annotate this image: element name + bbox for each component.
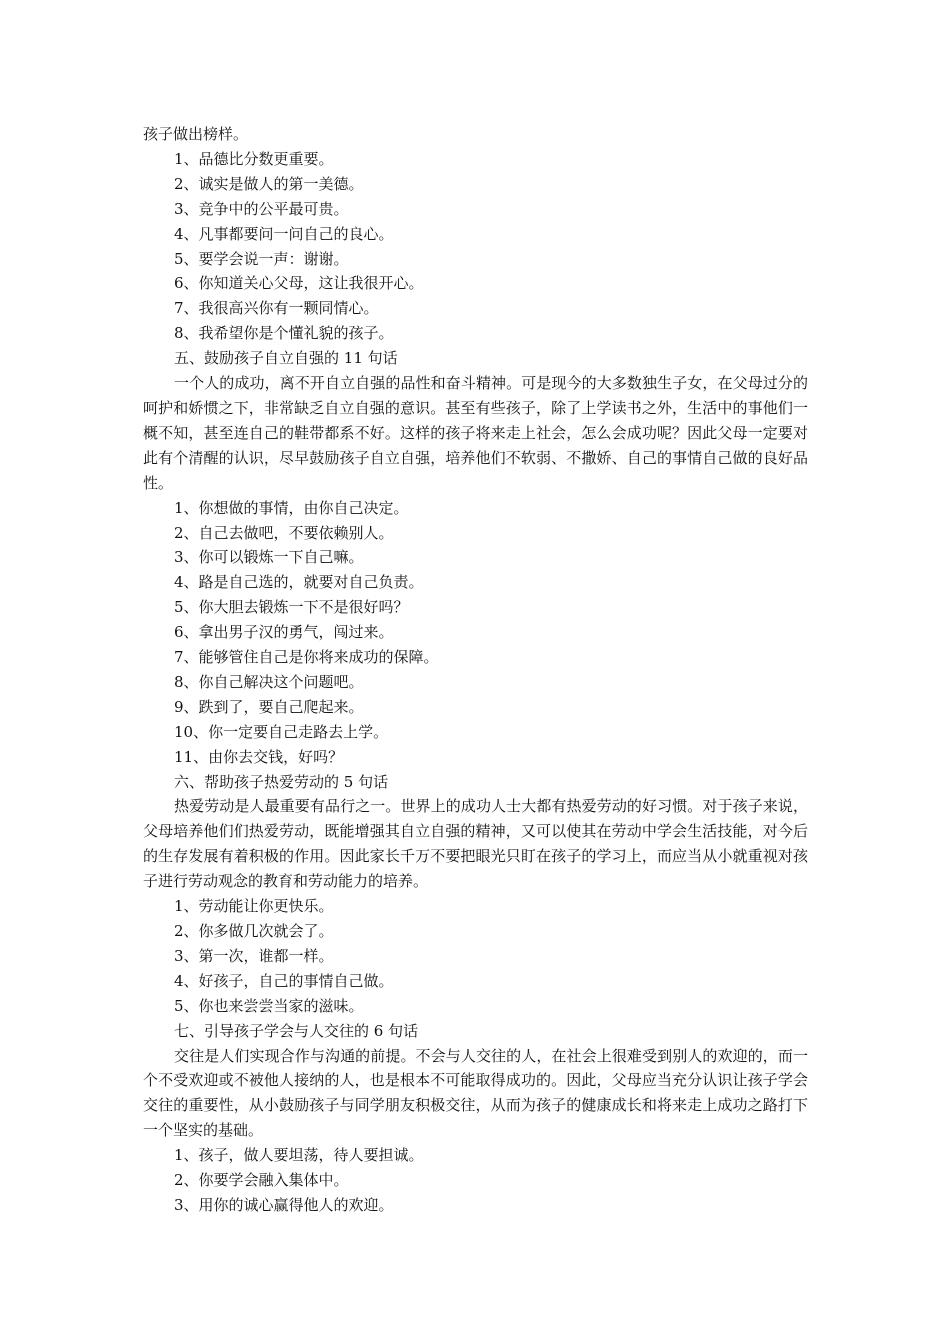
list-item: 9、跌到了，要自己爬起来。 — [174, 697, 364, 716]
section-heading: 五、鼓励孩子自立自强的 11 句话 — [174, 349, 398, 368]
list-item: 5、你大胆去锻炼一下不是很好吗？ — [174, 598, 409, 617]
paragraph: 交往是人们实现合作与沟通的前提。不会与人交往的人，在社会上很难受到别人的欢迎的，而一个不受欢迎或不被他人接纳的人，也是根本不可能取得成功的。因此，父母应当充分认识让孩子学会交往的重要性，从小鼓励孩子与同学朋友积极交往，从而为孩子的健康成长和将来走上成功之路打下一个坚实的基础。 — [143, 1046, 808, 1140]
list-item: 4、好孩子，自己的事情自己做。 — [174, 971, 394, 990]
list-item: 6、你知道关心父母，这让我很开心。 — [174, 274, 424, 293]
list-item: 5、你也来尝尝当家的滋味。 — [174, 996, 364, 1015]
paragraph: 一个人的成功，离不开自立自强的品性和奋斗精神。可是现今的大多数独生子女，在父母过分的呵护和娇惯之下，非常缺乏自立自强的意识。甚至有些孩子，除了上学读书之外，生活中的事他们一概不知，甚至连自己的鞋带都系不好。这样的孩子将来走上社会，怎么会成功呢？因此父母一定要对此有个清醒的认识，尽早鼓励孩子自立自强，培养他们不软弱、不撒娇、自己的事情自己做的良好品性。 — [143, 374, 808, 492]
section-heading: 七、引导孩子学会与人交往的 6 句话 — [174, 1021, 419, 1040]
list-item: 3、第一次，谁都一样。 — [174, 946, 334, 965]
section-heading: 六、帮助孩子热爱劳动的 5 句话 — [174, 772, 389, 791]
list-item: 1、孩子，做人要坦荡，待人要担诚。 — [174, 1146, 424, 1165]
list-item: 4、凡事都要问一问自己的良心。 — [174, 224, 394, 243]
list-item: 10、你一定要自己走路去上学。 — [174, 722, 389, 741]
list-item: 3、用你的诚心赢得他人的欢迎。 — [174, 1195, 394, 1214]
list-item: 1、品德比分数更重要。 — [174, 149, 334, 168]
list-item: 7、能够管住自己是你将来成功的保障。 — [174, 648, 439, 667]
list-item: 2、你要学会融入集体中。 — [174, 1171, 349, 1190]
list-item: 5、要学会说一声：谢谢。 — [174, 249, 349, 268]
list-item: 3、你可以锻炼一下自己嘛。 — [174, 548, 364, 567]
document-page — [143, 122, 808, 1218]
list-item: 3、竞争中的公平最可贵。 — [174, 199, 349, 218]
list-item: 8、你自己解决这个问题吧。 — [174, 672, 364, 691]
list-item: 1、你想做的事情，由你自己决定。 — [174, 498, 409, 517]
list-item: 11、由你去交钱，好吗？ — [174, 747, 344, 766]
list-item: 2、诚实是做人的第一美德。 — [174, 174, 364, 193]
list-item: 8、我希望你是个懂礼貌的孩子。 — [174, 324, 394, 343]
list-item: 2、自己去做吧，不要依赖别人。 — [174, 523, 394, 542]
list-item: 1、劳动能让你更快乐。 — [174, 897, 334, 916]
list-item: 4、路是自己选的，就要对自己负责。 — [174, 573, 424, 592]
list-item: 2、你多做几次就会了。 — [174, 922, 334, 940]
paragraph: 热爱劳动是人最重要有品行之一。世界上的成功人士大都有热爱劳动的好习惯。对于孩子来说，父母培养他们们热爱劳动，既能增强其自立自强的精神，又可以使其在劳动中学会生活技能，对今后的生存发展有着积极的作用。因此家长千万不要把眼光只盯在孩子的学习上，而应当从小就重视对孩子进行劳动观念的教育和劳动能力的培养。 — [143, 797, 808, 891]
list-item: 7、我很高兴你有一颗同情心。 — [174, 299, 379, 318]
list-item: 6、拿出男子汉的勇气，闯过来。 — [174, 623, 394, 642]
paragraph: 孩子做出榜样。 — [143, 125, 249, 143]
